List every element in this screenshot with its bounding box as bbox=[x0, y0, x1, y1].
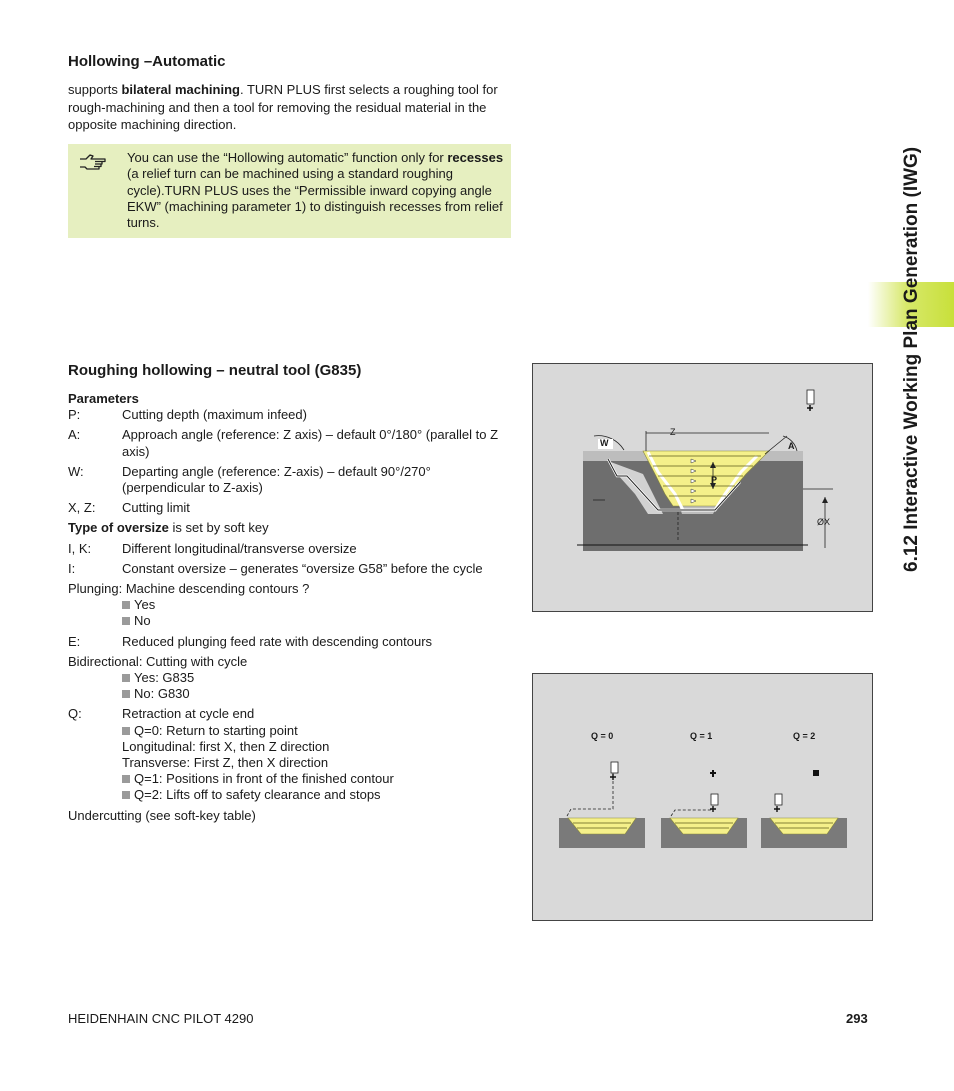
figure-retraction-modes bbox=[532, 673, 873, 921]
plunging-option-no: No bbox=[68, 613, 504, 629]
bidirectional-option-no: No: G830 bbox=[68, 686, 504, 702]
section-heading-hollowing: Hollowing –Automatic bbox=[68, 53, 226, 70]
bullet-square-icon bbox=[122, 601, 130, 609]
workpiece-q1 bbox=[661, 770, 747, 848]
param-a: A: Approach angle (reference: Z axis) – default 0°/180° (parallel to Z axis) bbox=[68, 427, 499, 459]
oversize-type: Type of oversize is set by soft key bbox=[68, 520, 269, 536]
retraction-modes-diagram bbox=[533, 674, 872, 920]
param-p: P: Cutting depth (maximum infeed) bbox=[68, 407, 307, 423]
param-plunging: Plunging: Machine descending contours ? bbox=[68, 581, 310, 597]
figure-roughing-hollowing bbox=[532, 363, 873, 612]
label-p: P bbox=[711, 475, 718, 485]
label-z: Z bbox=[670, 427, 676, 437]
parameters-title: Parameters bbox=[68, 391, 139, 406]
pointing-hand-icon bbox=[78, 150, 108, 177]
bullet-square-icon bbox=[122, 674, 130, 682]
workpiece-q2 bbox=[761, 770, 847, 848]
q-option-0-longitudinal: Longitudinal: first X, then Z direction bbox=[122, 738, 330, 754]
label-diameter-x: ØX bbox=[817, 517, 831, 527]
param-e: E: Reduced plunging feed rate with descending contours bbox=[68, 633, 433, 649]
chapter-side-title: 6.12 Interactive Working Plan Generation (IWG) bbox=[901, 146, 922, 572]
bullet-square-icon bbox=[122, 617, 130, 625]
param-q: Q: Retraction at cycle end bbox=[68, 706, 255, 722]
bullet-square-icon bbox=[122, 727, 130, 735]
param-undercutting: Undercutting (see soft-key table) bbox=[68, 807, 256, 823]
page-number: 293 bbox=[846, 1011, 868, 1026]
param-w: W: Departing angle (reference: Z-axis) – default 90°/270° (perpendicular to Z-axis) bbox=[68, 463, 431, 496]
bullet-square-icon bbox=[122, 775, 130, 783]
label-a: A bbox=[788, 441, 795, 451]
param-i: I: Constant oversize – generates “oversize G58” before the cycle bbox=[68, 560, 483, 576]
label-q2: Q = 2 bbox=[793, 731, 816, 741]
tool-icon bbox=[807, 390, 814, 411]
q-option-0-transverse: Transverse: First Z, then X direction bbox=[122, 755, 329, 771]
note-text: You can use the “Hollowing automatic” function only for recesses (a relief turn can be machined using a standard roughing cycle).TURN PLUS uses the “Permissible inward copying angle EKW” (machining parameter 1) to distinguish recesses from relief turns. bbox=[127, 150, 504, 231]
bidirectional-option-yes: Yes: G835 bbox=[68, 670, 504, 686]
param-ik: I, K: Different longitudinal/transverse oversize bbox=[68, 540, 357, 556]
q-option-0: Q=0: Return to starting point bbox=[68, 723, 504, 739]
workpiece-q0 bbox=[559, 762, 645, 848]
note-box bbox=[68, 144, 511, 238]
q-option-2: Q=2: Lifts off to safety clearance and stops bbox=[68, 787, 504, 803]
bullet-square-icon bbox=[122, 690, 130, 698]
section-heading-roughing-hollowing: Roughing hollowing – neutral tool (G835) bbox=[68, 362, 362, 379]
footer-product: HEIDENHAIN CNC PILOT 4290 bbox=[68, 1011, 254, 1026]
bullet-square-icon bbox=[122, 791, 130, 799]
param-xz: X, Z: Cutting limit bbox=[68, 500, 190, 516]
label-w: W bbox=[600, 438, 609, 448]
parameter-list bbox=[68, 391, 504, 824]
roughing-hollowing-diagram bbox=[533, 364, 872, 611]
param-bidirectional: Bidirectional: Cutting with cycle bbox=[68, 653, 248, 669]
hollowing-intro: supports bilateral machining. TURN PLUS first selects a roughing tool for rough-machining and then a tool for removing the residual material in the opposite machining direction. bbox=[68, 82, 498, 132]
label-q1: Q = 1 bbox=[690, 731, 713, 741]
plunging-option-yes: Yes bbox=[68, 597, 504, 613]
label-q0: Q = 0 bbox=[591, 731, 614, 741]
q-option-1: Q=1: Positions in front of the finished contour bbox=[68, 771, 504, 787]
